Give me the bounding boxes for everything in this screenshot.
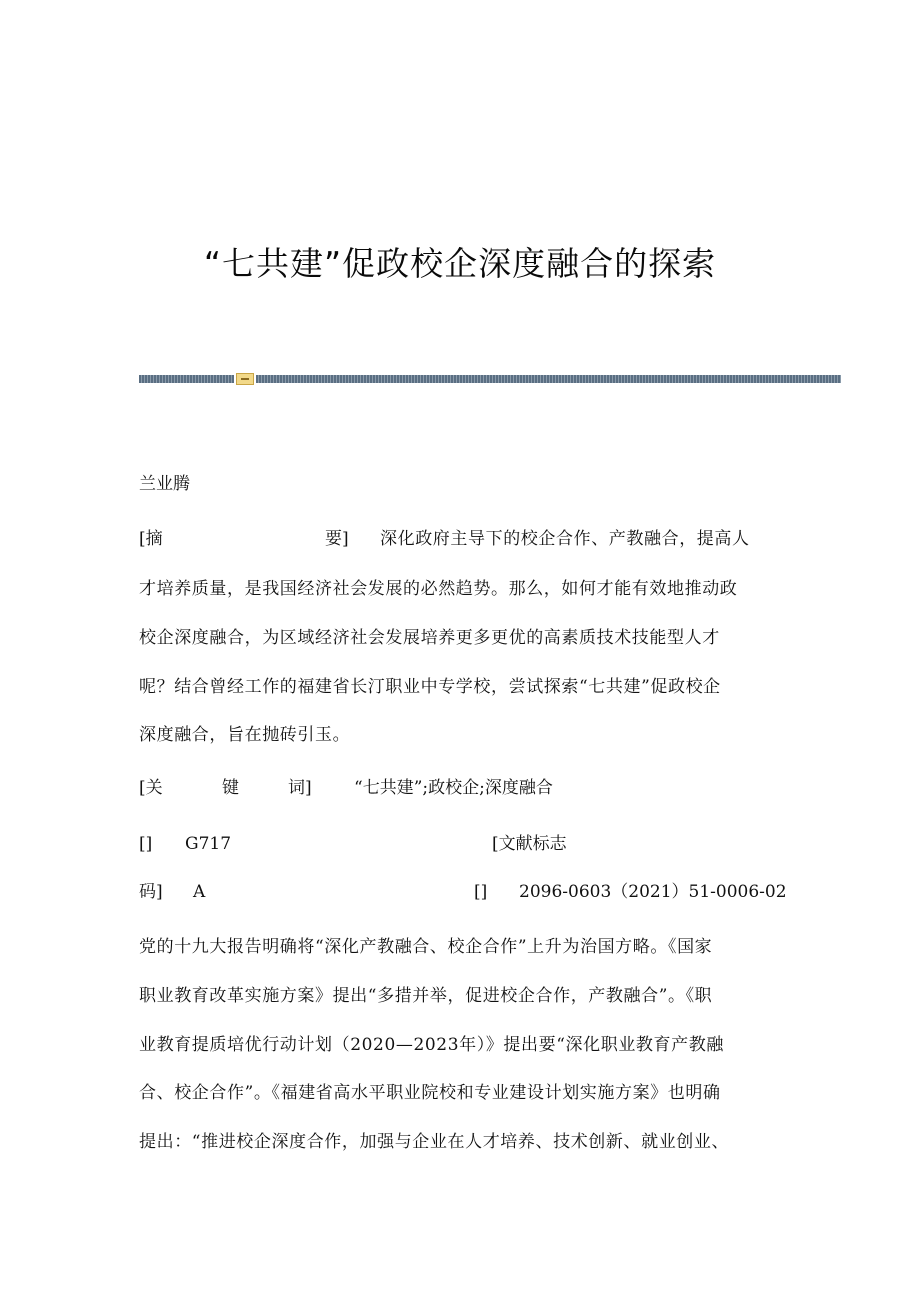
doc-mark-label: [文献标志 bbox=[492, 834, 567, 854]
body-line-1: 党的十九大报告明确将“深化产教融合、校企合作”上升为治国方略。《国家 bbox=[139, 937, 713, 957]
keywords-label-a: [关 bbox=[139, 778, 163, 798]
body-line-2: 职业教育改革实施方案》提出“多措并举，促进校企合作，产教融合”。《职 bbox=[139, 986, 713, 1006]
abstract-line-5: 深度融合，旨在抛砖引玉。 bbox=[139, 725, 351, 745]
abstract-label-close: 要] bbox=[325, 529, 349, 549]
doc-code-value: A bbox=[193, 882, 206, 902]
author-name: 兰业腾 bbox=[139, 474, 190, 494]
decorative-rule-left bbox=[139, 375, 234, 383]
body-line-3: 业教育提质培优行动计划（2020—2023年）》提出要“深化职业教育产教融 bbox=[139, 1035, 724, 1055]
doc-code-label: 码] bbox=[139, 882, 163, 902]
body-line-5: 提出：“推进校企深度合作，加强与企业在人才培养、技术创新、就业创业、 bbox=[139, 1132, 730, 1152]
keywords-label-c: 词] bbox=[288, 778, 312, 798]
body-line-4: 合、校企合作”。《福建省高水平职业院校和专业建设计划实施方案》也明确 bbox=[139, 1083, 721, 1103]
decorative-rule-right bbox=[256, 375, 841, 383]
keywords-value: “七共建”;政校企;深度融合 bbox=[354, 778, 553, 798]
document-title: “七共建”促政校企深度融合的探索 bbox=[203, 244, 717, 284]
article-number: 2096-0603（2021）51-0006-02 bbox=[519, 882, 787, 902]
abstract-line-1: 深化政府主导下的校企合作、产教融合，提高人 bbox=[380, 529, 750, 549]
article-no-bracket: [] bbox=[474, 882, 488, 902]
classification-code: G717 bbox=[185, 834, 232, 854]
abstract-line-2: 才培养质量，是我国经济社会发展的必然趋势。那么，如何才能有效地推动政 bbox=[139, 579, 738, 599]
abstract-label-open: [摘 bbox=[139, 529, 163, 549]
classification-bracket: [] bbox=[139, 834, 153, 854]
abstract-line-3: 校企深度融合，为区域经济社会发展培养更多更优的高素质技术技能型人才 bbox=[139, 628, 720, 648]
ornament-icon bbox=[236, 373, 254, 385]
keywords-label-b: 键 bbox=[222, 778, 239, 798]
abstract-line-4: 呢？结合曾经工作的福建省长汀职业中专学校，尝试探索“七共建”促政校企 bbox=[139, 677, 721, 697]
